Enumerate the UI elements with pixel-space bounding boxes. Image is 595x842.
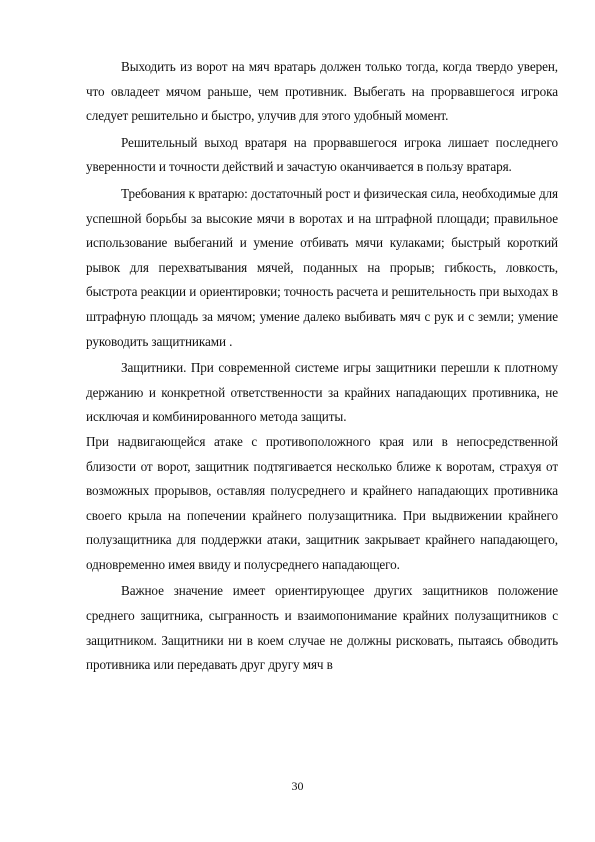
page-number: 30 bbox=[291, 779, 304, 793]
paragraph-center-defender: Важное значение имеет ориентирующее других защитников положение среднего защитника, сыгранность и взаимопонимание крайних полузащитников с защитником. Защитники ни в коем случае не должны рисковать, пытаясь обводить противника или передавать друг другу мяч в bbox=[86, 583, 558, 673]
paragraph-goalkeeper-requirements: Требования к вратарю: достаточный рост и физическая сила, необходимые для успешной борьбы за высокие мячи в воротах и на штрафной площади; правильное использование выбеганий и умение отбивать мячи кулаками; быстрый короткий рывок для перехватывания мячей, поданных на прорыв; гибкость, ловкость, быстрота реакции и ориентировки; точность расчета и решительность при выходах в штрафную площадь за мячом; умение далеко выбивать мяч с рук и с земли; умение руководить защитниками . bbox=[86, 185, 558, 349]
paragraph-decisive-exit: Решительный выход вратаря на прорвавшегося игрока лишает последнего уверенности и точности действий и зачастую оканчивается в пользу вратаря. bbox=[86, 134, 558, 175]
body-text bbox=[86, 55, 558, 678]
paragraph-attack-defense: При надвигающейся атаке с противоположного края или в непосредственной близости от ворот, защитник подтягивается несколько ближе к воротам, страхуя от возможных прорывов, оставляя полусреднего и крайнего нападающих противника своего крыла на попечении крайнего полузащитника. При выдвижении крайнего полузащитника для поддержки атаки, защитник закрывает крайнего нападающего, одновременно имея ввиду и полусреднего нападающего. bbox=[86, 433, 558, 572]
paragraph-defenders: Защитники. При современной системе игры защитники перешли к плотному держанию и конкретной ответственности за крайних нападающих противника, не исключая и комбинированного метода защиты. bbox=[86, 360, 558, 425]
paragraph-goalkeeper-exit: Выходить из ворот на мяч вратарь должен только тогда, когда твердо уверен, что овладеет мячом раньше, чем противник. Выбегать на прорвавшегося игрока следует решительно и быстро, улучив для этого удобный момент. bbox=[86, 59, 558, 124]
